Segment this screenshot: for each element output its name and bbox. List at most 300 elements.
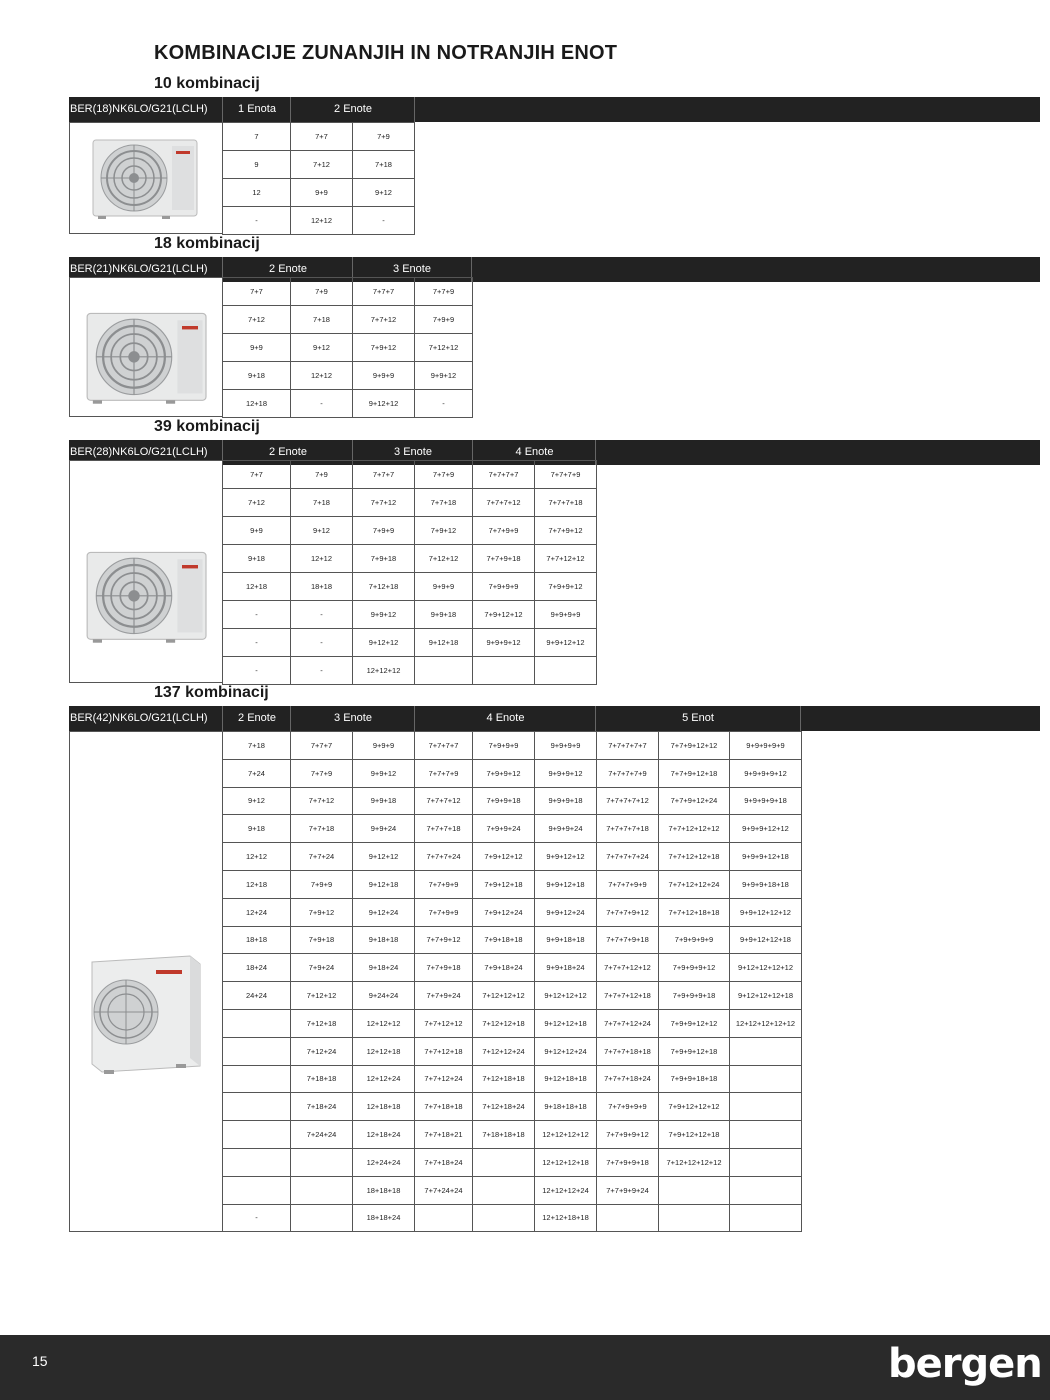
combination-cell: 9+9+18 [415, 601, 473, 629]
table-row [223, 151, 415, 179]
combination-cell [223, 1121, 291, 1149]
combination-cell: 9+9+9+12 [535, 759, 597, 787]
combination-cell: 7+9+18 [291, 926, 353, 954]
combination-cell: 9+18 [223, 545, 291, 573]
combination-cell: 9+9+9+9 [535, 601, 597, 629]
combination-cell: 7+18+18+18 [473, 1121, 535, 1149]
combination-cell: 7+7+7+7+12 [597, 787, 659, 815]
combination-cell: 18+18+18 [353, 1176, 415, 1204]
bergen-logo: bergen [888, 1341, 1042, 1387]
page-footer [0, 1335, 1050, 1400]
combination-cell: 9+9 [291, 179, 353, 207]
table-row [223, 926, 802, 954]
group-header: 1 Enota [238, 103, 276, 115]
table-row [223, 517, 597, 545]
combination-cell: 24+24 [223, 982, 291, 1010]
combination-cell: 7+7+7+18 [535, 489, 597, 517]
combinations-table [222, 277, 473, 418]
combination-cell: - [353, 207, 415, 235]
combination-cell: 9+9+9+9+9 [730, 732, 802, 760]
combination-cell: - [223, 601, 291, 629]
combination-cell: 9+9+12+12 [535, 629, 597, 657]
combination-cell: 7+7+12 [353, 306, 415, 334]
combination-cell: 7+12+12 [291, 982, 353, 1010]
combination-cell: 9+18 [223, 815, 291, 843]
table-row [223, 657, 597, 685]
group-header: 3 Enote [394, 446, 432, 458]
combination-cell: 9+9+12+24 [535, 898, 597, 926]
combination-cell: 9+9+12+12+12 [730, 898, 802, 926]
combination-cell: 9+12+12+24 [535, 1037, 597, 1065]
model-name: BER(21)NK6LO/G21(LCLH) [70, 263, 208, 275]
combination-cell: 7+7+7+12+24 [597, 1009, 659, 1037]
group-header: 5 Enot [682, 712, 714, 724]
combination-cell: 7+9+18 [353, 545, 415, 573]
table-row [223, 545, 597, 573]
combination-cell: 7+12+18 [291, 1009, 353, 1037]
combination-cell: 9+12+12 [353, 843, 415, 871]
combination-cell: 9+9+9+18+18 [730, 870, 802, 898]
combination-cell: 7+7 [223, 461, 291, 489]
combination-cell: 9+9+18 [353, 787, 415, 815]
combination-cell: 7+7+9+9+9 [597, 1093, 659, 1121]
combinations-table [222, 122, 415, 235]
combination-cell: - [291, 601, 353, 629]
combination-cell: 7+7 [291, 123, 353, 151]
page-title: KOMBINACIJE ZUNANJIH IN NOTRANJIH ENOT [154, 42, 618, 64]
combination-cell: 9+9 [223, 517, 291, 545]
combination-cell: - [223, 629, 291, 657]
table-row [223, 207, 415, 235]
combination-cell: 7+12+18+24 [473, 1093, 535, 1121]
combination-cell: 7+7+9+9 [415, 898, 473, 926]
combination-cell: 7+7+9 [415, 278, 473, 306]
combination-cell: 7+9+9+12+12 [659, 1009, 730, 1037]
combination-cell: 7+9+9+12+18 [659, 1037, 730, 1065]
combination-cell: 7+7+7+24 [415, 843, 473, 871]
combination-cell: 9+9+12+18 [535, 870, 597, 898]
outdoor-unit-image-cell [69, 277, 223, 417]
combination-cell [730, 1093, 802, 1121]
combination-cell [535, 657, 597, 685]
model-name: BER(18)NK6LO/G21(LCLH) [70, 103, 208, 115]
combination-cell: 7+18 [223, 732, 291, 760]
combination-cell: - [291, 629, 353, 657]
combination-cell: 7+9+9+18 [473, 787, 535, 815]
combination-cell: 9+12+18 [415, 629, 473, 657]
combination-cell: 9+12+12+12+12 [730, 954, 802, 982]
combination-cell: 7+9+9+18+18 [659, 1065, 730, 1093]
table-row [223, 334, 473, 362]
combination-cell [291, 1204, 353, 1232]
section-4-header [69, 706, 1040, 731]
table-row [223, 982, 802, 1010]
combination-cell: 12+12+12+24 [535, 1176, 597, 1204]
combination-cell: 9+9+9+24 [535, 815, 597, 843]
group-header: 4 Enote [486, 712, 525, 724]
combination-cell [730, 1204, 802, 1232]
combination-cell [597, 1204, 659, 1232]
combination-cell: 9+9+12 [415, 362, 473, 390]
combination-cell: 9+9+12 [353, 601, 415, 629]
combination-cell: 7+9+12+12+12 [659, 1093, 730, 1121]
combination-cell: 7+12+12+18 [473, 1009, 535, 1037]
combination-cell: 9+24+24 [353, 982, 415, 1010]
combination-cell: 7+7+12+18 [415, 1037, 473, 1065]
combination-cell: 7+7+7 [291, 732, 353, 760]
table-row [223, 123, 415, 151]
combination-cell: 9+9+9+12+18 [730, 843, 802, 871]
combination-cell: 7+18 [291, 489, 353, 517]
combination-cell: 7+7+7+7 [415, 732, 473, 760]
combination-cell: 7+18+18 [291, 1065, 353, 1093]
combination-cell: 9+9+12 [353, 759, 415, 787]
combination-cell: 7+7+7+12+18 [597, 982, 659, 1010]
combination-cell: 7+7+7+7+24 [597, 843, 659, 871]
combination-cell: 12+12+12+12+12 [730, 1009, 802, 1037]
combination-cell: 18+18 [223, 926, 291, 954]
combination-cell: 7+7+18+24 [415, 1148, 473, 1176]
combination-cell: 9+9+9 [353, 732, 415, 760]
combination-cell: 7+18 [291, 306, 353, 334]
combination-cell: 7+7+12+12+24 [659, 870, 730, 898]
combination-cell: 12+24 [223, 898, 291, 926]
combination-cell: 9+9+24 [353, 815, 415, 843]
combination-cell: 9+9+9+9 [535, 732, 597, 760]
group-header: 3 Enote [393, 263, 431, 275]
combination-cell: 7+7+7+9+18 [597, 926, 659, 954]
combination-cell: 7+9+9+9 [473, 573, 535, 601]
outdoor-unit-image-cell [69, 460, 223, 683]
combination-cell: 12+12+18 [353, 1037, 415, 1065]
combination-cell: 7+18 [353, 151, 415, 179]
combination-cell: 7+12+12 [415, 334, 473, 362]
combination-cell [473, 657, 535, 685]
combination-cell: 9+9+18+18 [535, 926, 597, 954]
combination-cell: 7+9 [353, 123, 415, 151]
combination-cell: 7+24 [223, 759, 291, 787]
combination-cell: 9+9+9 [415, 573, 473, 601]
combination-cell [415, 657, 473, 685]
combination-cell: 7+9+12+12 [473, 843, 535, 871]
combination-cell: 12+12 [223, 843, 291, 871]
section-1-count: 10 kombinacij [154, 75, 260, 92]
combination-cell: 12+12+12 [353, 657, 415, 685]
combination-cell: - [291, 390, 353, 418]
combination-cell: 7+9+12+12 [473, 601, 535, 629]
combination-cell: 7+7+9+9 [473, 517, 535, 545]
table-row [223, 954, 802, 982]
table-row [223, 1009, 802, 1037]
combination-cell: 12+12 [291, 362, 353, 390]
combination-cell: 7+7+7+7 [473, 461, 535, 489]
combination-cell: 7+7+7+7+7 [597, 732, 659, 760]
combination-cell: 9+18+18+18 [535, 1093, 597, 1121]
combination-cell: 7+12+12+12+12 [659, 1148, 730, 1176]
combination-cell: 9+12+12 [353, 629, 415, 657]
combination-cell: 12+18+18 [353, 1093, 415, 1121]
combination-cell: 12+12+18+18 [535, 1204, 597, 1232]
combination-cell: 7+7 [223, 278, 291, 306]
combination-cell: 7+12+12+12 [473, 982, 535, 1010]
combination-cell: 7+12+12 [415, 545, 473, 573]
combination-cell: 7+7+7+12 [473, 489, 535, 517]
table-row [223, 390, 473, 418]
table-row [223, 815, 802, 843]
table-row [223, 278, 473, 306]
group-header: 2 Enote [269, 263, 307, 275]
combination-cell [730, 1037, 802, 1065]
combination-cell: 7+9+9 [353, 517, 415, 545]
combination-cell [730, 1148, 802, 1176]
combination-cell: 7+9+12+12+18 [659, 1121, 730, 1149]
combination-cell: 7+7+12+24 [415, 1065, 473, 1093]
combination-cell: 7+7+9 [291, 759, 353, 787]
combination-cell: - [223, 657, 291, 685]
outdoor-unit-icon [92, 138, 204, 220]
combination-cell: 9+9+9+12+12 [730, 815, 802, 843]
combination-cell: 7+7+7+18+18 [597, 1037, 659, 1065]
combination-cell: 12+12+12+12 [535, 1121, 597, 1149]
combination-cell: 7+12+24 [291, 1037, 353, 1065]
combination-cell: 7+7+9+12 [415, 926, 473, 954]
combination-cell: 7+9+9+12 [473, 759, 535, 787]
combination-cell: - [223, 1204, 291, 1232]
combination-cell: 9+12+12 [353, 390, 415, 418]
combination-cell: 7+9+9+9 [473, 732, 535, 760]
combination-cell: 7+7+12+12+18 [659, 843, 730, 871]
table-row [223, 629, 597, 657]
table-row [223, 843, 802, 871]
combination-cell: 7+12+18 [353, 573, 415, 601]
combination-cell: 9+9+9+9+18 [730, 787, 802, 815]
combination-cell [659, 1204, 730, 1232]
table-row [223, 1148, 802, 1176]
combination-cell: 7+7+9+18 [415, 954, 473, 982]
combination-cell [223, 1009, 291, 1037]
combination-cell: 7+7+9+9 [415, 870, 473, 898]
combination-cell: 7+9+9+24 [473, 815, 535, 843]
combination-cell: 9+12+12+12 [535, 982, 597, 1010]
combination-cell: 7+7+7+18 [415, 815, 473, 843]
combinations-table [222, 731, 802, 1232]
combination-cell: 9+9+18+24 [535, 954, 597, 982]
table-row [223, 362, 473, 390]
table-row [223, 1121, 802, 1149]
combination-cell: 7+7+9+12+12 [659, 732, 730, 760]
group-header: 2 Enote [269, 446, 307, 458]
combination-cell: 7+7+12 [291, 787, 353, 815]
combination-cell: 9+9+12+12+18 [730, 926, 802, 954]
combination-cell: 7+9+12 [415, 517, 473, 545]
combination-cell: 7+7+7+12 [415, 787, 473, 815]
table-row [223, 732, 802, 760]
combination-cell: 7+7+7+12+12 [597, 954, 659, 982]
combination-cell: 7+7+9+18 [473, 545, 535, 573]
combination-cell: 7+9+18+24 [473, 954, 535, 982]
combination-cell: 7+9+12+24 [473, 898, 535, 926]
combination-cell: 9+18+18 [353, 926, 415, 954]
combination-cell: 7+7+7+9 [415, 759, 473, 787]
combination-cell: 7+12 [291, 151, 353, 179]
combination-cell: 7+7+7+7+18 [597, 815, 659, 843]
combination-cell: 9+12 [291, 517, 353, 545]
combination-cell: 7+9+12+18 [473, 870, 535, 898]
outdoor-unit-image-cell [69, 122, 223, 234]
outdoor-unit-image-cell [69, 731, 223, 1232]
combination-cell: 9+9 [223, 334, 291, 362]
combination-cell: 12+12 [291, 545, 353, 573]
combination-cell: 9+9+12+12 [535, 843, 597, 871]
combination-cell [473, 1204, 535, 1232]
combinations-table [222, 460, 597, 685]
combination-cell: 7+7+9+9+12 [597, 1121, 659, 1149]
combination-cell: 9+12+12+12+18 [730, 982, 802, 1010]
combination-cell: 7+7+9+9+18 [597, 1148, 659, 1176]
table-row [223, 461, 597, 489]
combination-cell: 12+24+24 [353, 1148, 415, 1176]
combination-cell: 7+7+7 [353, 278, 415, 306]
combination-cell [730, 1176, 802, 1204]
combination-cell: 7+9+9+9+12 [659, 954, 730, 982]
outdoor-unit-icon [90, 954, 202, 1076]
combination-cell: 7 [223, 123, 291, 151]
combination-cell: 9+12+12+18 [535, 1009, 597, 1037]
section-3-count: 39 kombinacij [154, 418, 260, 435]
combination-cell: 7+7+18+21 [415, 1121, 473, 1149]
combination-cell: - [415, 390, 473, 418]
table-row [223, 1204, 802, 1232]
combination-cell: 7+7+9+12 [535, 517, 597, 545]
model-name: BER(42)NK6LO/G21(LCLH) [70, 712, 208, 724]
combination-cell: 7+7+24+24 [415, 1176, 473, 1204]
combination-cell: 7+9+18+18 [473, 926, 535, 954]
combination-cell [223, 1148, 291, 1176]
combination-cell: 12+12+24 [353, 1065, 415, 1093]
table-row [223, 306, 473, 334]
combination-cell: 9+12+18+18 [535, 1065, 597, 1093]
table-row [223, 870, 802, 898]
group-header: 4 Enote [515, 446, 554, 458]
combination-cell: 7+7+7+9+12 [597, 898, 659, 926]
combination-cell: 7+12+12+24 [473, 1037, 535, 1065]
combination-cell: 7+9+9+9+18 [659, 982, 730, 1010]
combination-cell: 7+24+24 [291, 1121, 353, 1149]
combination-cell: 12+12+12+18 [535, 1148, 597, 1176]
table-row [223, 1093, 802, 1121]
combination-cell: 7+18+24 [291, 1093, 353, 1121]
combination-cell: 7+7+7+9+9 [597, 870, 659, 898]
combination-cell: 9+12 [353, 179, 415, 207]
table-row [223, 1037, 802, 1065]
combination-cell: 12+18 [223, 390, 291, 418]
combination-cell [223, 1093, 291, 1121]
combination-cell: 9+12 [223, 787, 291, 815]
combination-cell: 9 [223, 151, 291, 179]
combination-cell: 12+18+24 [353, 1121, 415, 1149]
combination-cell: 7+9 [291, 461, 353, 489]
combination-cell: 7+7+7+9 [535, 461, 597, 489]
combination-cell: 7+7+12+18+18 [659, 898, 730, 926]
combination-cell: 7+7+7+18+24 [597, 1065, 659, 1093]
combination-cell [730, 1065, 802, 1093]
section-1-header [69, 97, 1040, 122]
group-header: 3 Enote [334, 712, 372, 724]
combination-cell: 7+12+18+18 [473, 1065, 535, 1093]
combination-cell: 18+24 [223, 954, 291, 982]
combination-cell: 7+9+24 [291, 954, 353, 982]
combination-cell [291, 1148, 353, 1176]
combination-cell: 7+7+12 [353, 489, 415, 517]
combination-cell: 7+9+9 [415, 306, 473, 334]
combination-cell: 7+9+9+12 [535, 573, 597, 601]
combination-cell [730, 1121, 802, 1149]
combination-cell: 9+9+9+12 [473, 629, 535, 657]
combination-cell: 7+7+12+12 [535, 545, 597, 573]
combination-cell [415, 1204, 473, 1232]
combination-cell: 7+7+12+12+12 [659, 815, 730, 843]
combination-cell: 7+7+9+12+18 [659, 759, 730, 787]
combination-cell: 9+9+9+18 [535, 787, 597, 815]
outdoor-unit-icon [86, 310, 214, 406]
combination-cell: 18+18 [291, 573, 353, 601]
combination-cell: 7+9+9 [291, 870, 353, 898]
combination-cell [659, 1176, 730, 1204]
combination-cell: 7+7+24 [291, 843, 353, 871]
table-row [223, 787, 802, 815]
combination-cell: - [223, 207, 291, 235]
combination-cell: 9+18 [223, 362, 291, 390]
combination-cell: 9+9+9 [353, 362, 415, 390]
combination-cell: 9+12 [291, 334, 353, 362]
combination-cell: 7+7+7+7+9 [597, 759, 659, 787]
combination-cell: 12+18 [223, 573, 291, 601]
combination-cell: 12+12 [291, 207, 353, 235]
page-number: 15 [32, 1353, 48, 1369]
combination-cell [473, 1148, 535, 1176]
table-row [223, 179, 415, 207]
group-header: 2 Enote [334, 103, 372, 115]
combination-cell: 7+7+18 [415, 489, 473, 517]
combination-cell [223, 1065, 291, 1093]
table-row [223, 573, 597, 601]
combination-cell: - [291, 657, 353, 685]
group-header: 2 Enote [238, 712, 276, 724]
table-row [223, 601, 597, 629]
table-row [223, 898, 802, 926]
combination-cell: 7+7+7 [353, 461, 415, 489]
combination-cell: 7+9+12 [353, 334, 415, 362]
combination-cell: 12 [223, 179, 291, 207]
combination-cell [291, 1176, 353, 1204]
combination-cell: 18+18+24 [353, 1204, 415, 1232]
combination-cell: 7+12 [223, 306, 291, 334]
table-row [223, 759, 802, 787]
combination-cell: 9+12+18 [353, 870, 415, 898]
table-row [223, 1065, 802, 1093]
outdoor-unit-icon [86, 549, 214, 645]
combination-cell: 7+7+9+24 [415, 982, 473, 1010]
table-row [223, 1176, 802, 1204]
model-name: BER(28)NK6LO/G21(LCLH) [70, 446, 208, 458]
combination-cell: 9+12+24 [353, 898, 415, 926]
combination-cell [223, 1176, 291, 1204]
combination-cell: 7+7+9+12+24 [659, 787, 730, 815]
combination-cell [473, 1176, 535, 1204]
combination-cell: 7+9+9+9+9 [659, 926, 730, 954]
combination-cell: 7+7+9+9+24 [597, 1176, 659, 1204]
section-2-count: 18 kombinacij [154, 235, 260, 252]
